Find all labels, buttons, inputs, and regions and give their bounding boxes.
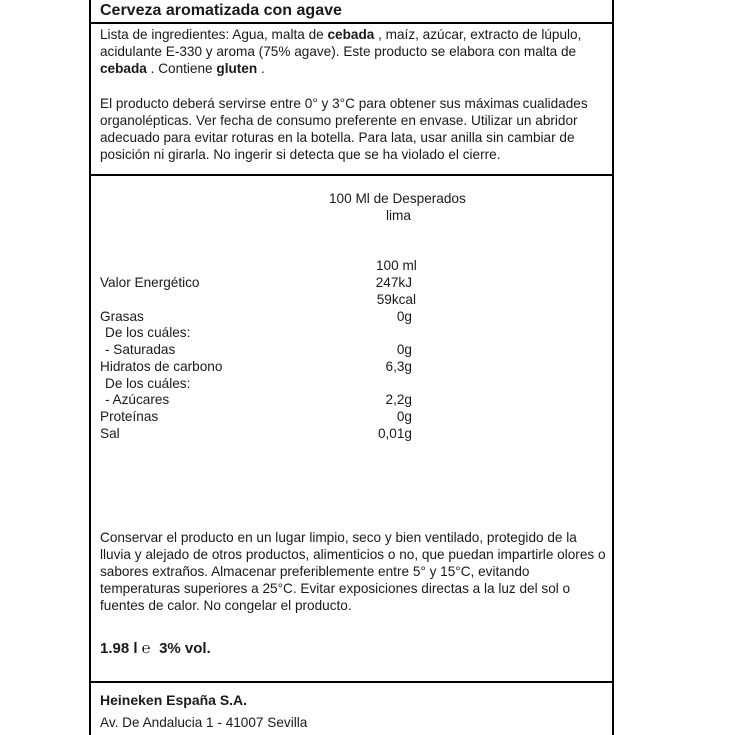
nutrition-column-header: 100 ml [376,258,417,273]
product-label [89,0,614,735]
nutrition-value: 247kJ [375,275,412,290]
nutrition-product-header: 100 Ml de Desperados [329,191,466,206]
serving-instructions: El producto deberá servirse entre 0° y 3°C para obtener sus máximas cualidades organolépticas. Ver fecha de consumo preferente en envase. Utilizar un abridor adecuado para evitar roturas en la botella. Para lata, usar anilla sin cambiar de posición ni girarla. No ingerir si detecta que se ha violado el cierre. [100,96,588,162]
manufacturer-address: Av. De Andalucia 1 - 41007 Sevilla [100,715,308,730]
nutrition-label: Hidratos de carbono [100,359,223,374]
manufacturer-divider [91,681,612,683]
nutrition-label: Valor Energético [100,275,200,290]
nutrition-label: Grasas [100,309,144,324]
ingredients-text: Lista de ingredientes: Agua, malta de [100,27,328,42]
allergen-gluten: gluten [216,61,258,76]
nutrition-value: 0g [396,309,412,324]
nutrition-label: - Azúcares [105,392,170,407]
nutrition-label: Sal [100,426,120,441]
nutrition-label: De los cuáles: [105,376,191,391]
product-title: Cerveza aromatizada con agave [100,2,342,19]
nutrition-value: 6,3g [385,359,412,374]
volume-value: 1.98 l [100,640,138,657]
volume-and-alcohol [100,640,211,657]
allergen-cebada: cebada [327,27,375,42]
manufacturer-name: Heineken España S.A. [100,692,248,708]
nutrition-label: - Saturadas [105,342,176,357]
nutrition-value: 59kcal [376,292,416,307]
ingredients-text: , maíz, azúcar, extracto de lúpulo, acidulante E-330 y aroma (75% agave). Este producto se elabora con malta de [100,27,582,59]
nutrition-label: Proteínas [100,409,159,424]
nutrition-value: 0g [396,342,412,357]
nutrition-value: 0,01g [377,426,412,441]
alcohol-value: 3% vol. [159,640,211,657]
allergen-cebada: cebada [100,61,147,76]
ingredients-list [100,26,610,77]
nutrition-divider [91,174,612,176]
ingredients-text: . Contiene [146,61,217,76]
nutrition-label: De los cuáles: [105,325,191,340]
nutrition-value: 2,2g [385,392,412,407]
nutrition-value: 0g [396,409,412,424]
title-divider [91,22,612,24]
storage-instructions: Conservar el producto en un lugar limpio, seco y bien ventilado, protegido de la lluvia y alejado de otros productos, alimenticios o no, que puedan impartirle olores o sabores extraños. Almacenar preferiblemente entre 5° y 15°C, evitando temperaturas superiores a 25°C. Evitar exposiciones directas a la luz del sol o fuentes de calor. No congelar el producto. [100,530,606,613]
nutrition-product-variant: lima [386,208,411,223]
ingredients-text: . [257,61,265,76]
estimated-sign-icon: ℮ [141,640,151,657]
